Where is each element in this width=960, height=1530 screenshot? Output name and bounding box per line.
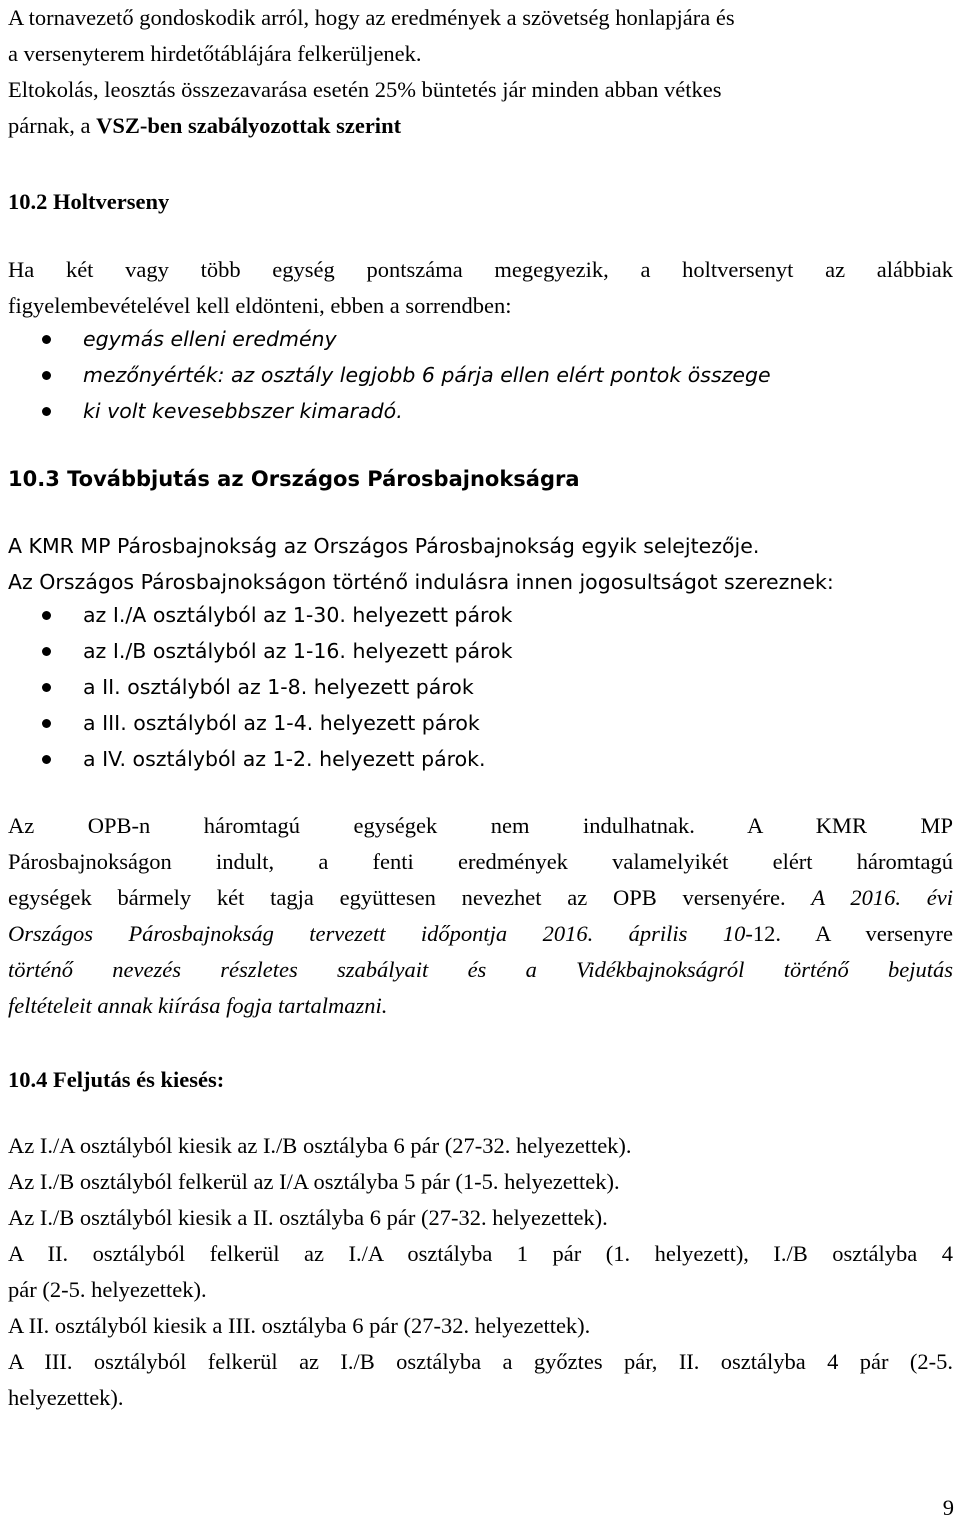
opb-line: történő nevezés részletes szabályait és a Vidékbajnokságról történő bejutás	[8, 957, 953, 982]
page-number: 9	[942, 1495, 954, 1520]
opb-line	[8, 880, 953, 916]
intro-line-bold: VSZ-ben szabályozottak szerint	[96, 113, 402, 138]
opb-line-italic: Országos Párosbajnokság tervezett időpontja 2016. április 10	[8, 921, 746, 946]
opb-line: Az OPB-n háromtagú egységek nem indulhatnak. A KMR MP	[8, 813, 953, 838]
list-item: mezőnyérték: az osztály legjobb 6 párja ellen elért pontok összege	[8, 357, 953, 393]
opb-line: feltételeit annak kiírása fogja tartalmazni.	[8, 993, 388, 1018]
intro-line: A tornavezető gondoskodik arról, hogy az eredmények a szövetség honlapjára és	[8, 5, 735, 30]
qualification-line: A KMR MP Párosbajnokság az Országos Párosbajnokság egyik selejtezője.	[8, 534, 760, 558]
tiebreak-line: figyelembevételével kell eldönteni, ebben a sorrendben:	[8, 293, 512, 318]
tiebreak-criteria-list	[8, 321, 953, 429]
intro-line: Eltokolás, leosztás összezavarása esetén 25% büntetés jár minden abban vétkes	[8, 77, 722, 102]
intro-line-text: párnak, a	[8, 113, 97, 138]
list-item: a II. osztályból az 1-8. helyezett párok	[8, 669, 953, 705]
rule-line: pár (2-5. helyezettek).	[8, 1277, 207, 1302]
list-item: az I./B osztályból az 1-16. helyezett párok	[8, 633, 953, 669]
qualification-paragraph	[8, 528, 953, 600]
rule-line: Az I./B osztályból felkerül az I/A osztályba 5 pár (1-5. helyezettek).	[8, 1169, 620, 1194]
section-heading-10-2: 10.2 Holtverseny	[8, 189, 170, 214]
promotion-relegation-paragraph	[8, 1128, 953, 1416]
opb-line-text: egységek bármely két tagja együttesen nevezhet az OPB versenyére.	[8, 885, 812, 910]
list-item: az I./A osztályból az 1-30. helyezett párok	[8, 597, 953, 633]
tiebreak-line: Ha két vagy több egység pontszáma megegyezik, a holtversenyt az alábbiak	[8, 257, 953, 282]
rule-line: Az I./B osztályból kiesik a II. osztályba 6 pár (27-32. helyezettek).	[8, 1205, 608, 1230]
list-item: egymás elleni eredmény	[8, 321, 953, 357]
opb-line: Párosbajnokságon indult, a fenti eredmények valamelyikét elért háromtagú	[8, 849, 953, 874]
section-heading-10-4: 10.4 Feljutás és kiesés:	[8, 1067, 225, 1092]
intro-paragraph	[8, 0, 953, 144]
list-item: a IV. osztályból az 1-2. helyezett párok.	[8, 741, 953, 777]
list-item: ki volt kevesebbszer kimaradó.	[8, 393, 953, 429]
qualification-list	[8, 597, 953, 777]
opb-line-text: -12. A versenyre	[745, 921, 954, 946]
rule-line: A II. osztályból felkerül az I./A osztályba 1 pár (1. helyezett), I./B osztályba 4	[8, 1241, 953, 1266]
intro-line: a versenyterem hirdetőtáblájára felkerüljenek.	[8, 41, 422, 66]
opb-line-italic: A 2016. évi	[811, 885, 954, 910]
opb-paragraph	[8, 808, 953, 1024]
rule-line: A III. osztályból felkerül az I./B osztályba a győztes pár, II. osztályba 4 pár (2-5.	[8, 1349, 953, 1374]
rule-line: helyezettek).	[8, 1385, 124, 1410]
rule-line: A II. osztályból kiesik a III. osztályba 6 pár (27-32. helyezettek).	[8, 1313, 591, 1338]
section-heading-10-3: 10.3 Továbbjutás az Országos Párosbajnokságra	[8, 467, 580, 491]
opb-line	[8, 916, 953, 952]
list-item: a III. osztályból az 1-4. helyezett párok	[8, 705, 953, 741]
qualification-line: Az Országos Párosbajnokságon történő indulásra innen jogosultságot szereznek:	[8, 570, 834, 594]
tiebreak-paragraph	[8, 252, 953, 324]
intro-line	[8, 108, 953, 144]
rule-line: Az I./A osztályból kiesik az I./B osztályba 6 pár (27-32. helyezettek).	[8, 1133, 632, 1158]
